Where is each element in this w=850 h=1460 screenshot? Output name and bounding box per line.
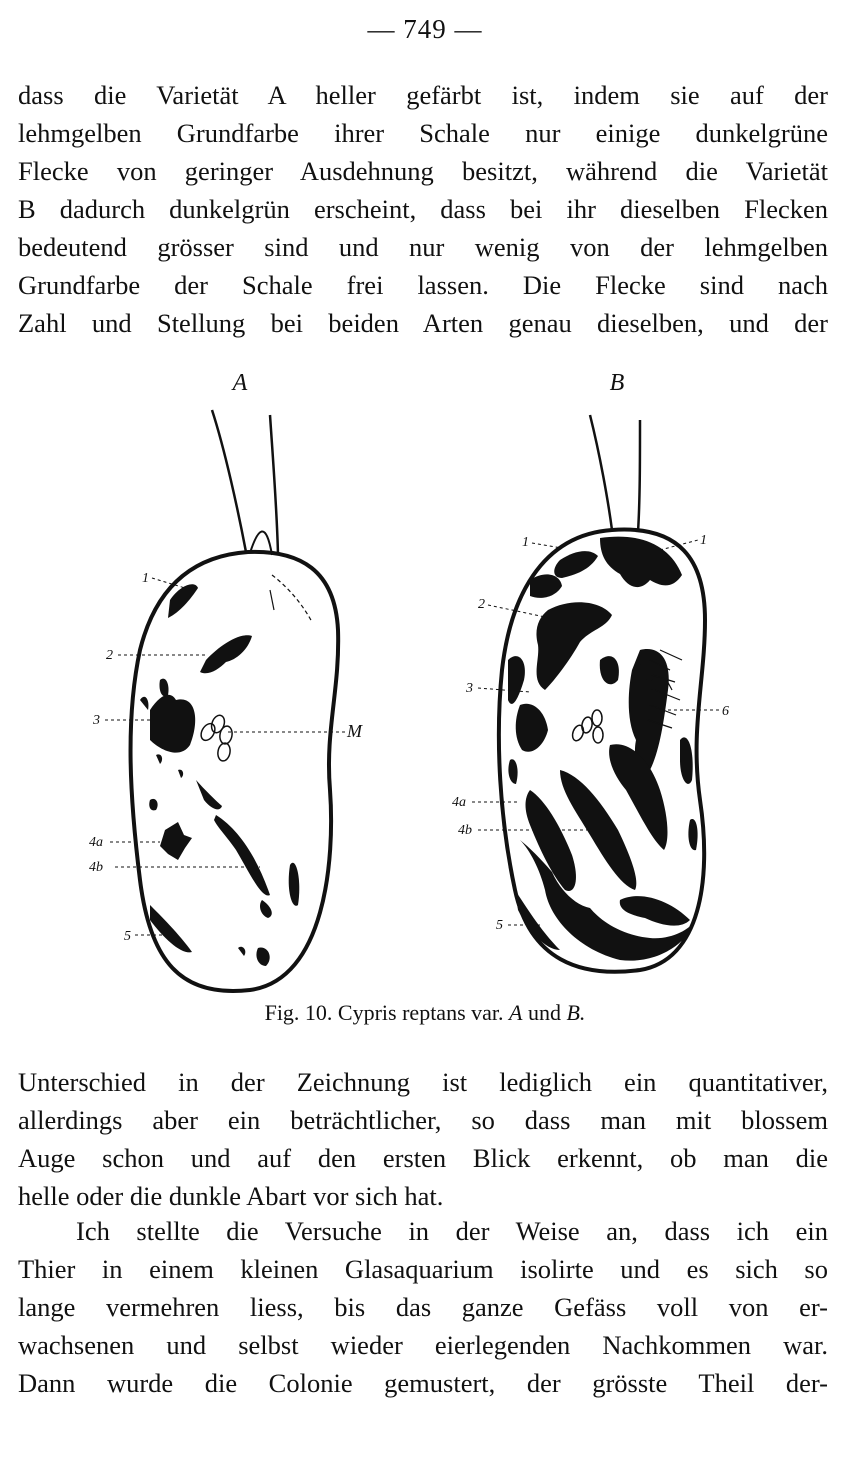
caption-variety-b: B. xyxy=(566,1000,586,1025)
text-line: lehmgelben Grundfarbe ihrer Schale nur einige dunkelgrüne xyxy=(18,118,828,148)
label-5-a: 5 xyxy=(124,929,131,944)
antenna-left xyxy=(212,410,246,552)
text-line: allerdings aber ein beträchtlicher, so dass man mit blossem xyxy=(18,1105,828,1135)
text-line: B dadurch dunkelgrün erscheint, dass bei ihr dieselben Flecken xyxy=(18,194,828,224)
label-3-a: 3 xyxy=(93,713,100,728)
label-3-b: 3 xyxy=(466,681,473,696)
label-4a-b: 4a xyxy=(452,795,466,810)
figure-drawing xyxy=(0,360,850,1000)
caption-conjunction: und xyxy=(527,1000,561,1025)
specimen-b-label: B xyxy=(609,370,625,396)
text-line: wachsenen und selbst wieder eierlegenden Nachkommen war. xyxy=(18,1330,828,1360)
caption-prefix: Fig. 10. Cypris reptans var. xyxy=(264,1000,504,1025)
spots-a xyxy=(140,584,299,966)
paragraph-3 xyxy=(18,1212,828,1402)
text-line: bedeutend grösser sind und nur wenig von der lehmgelben xyxy=(18,232,828,262)
label-4b-a: 4b xyxy=(89,860,103,875)
text-line: Zahl und Stellung bei beiden Arten genau dieselben, und der xyxy=(18,308,828,338)
text-line: dass die Varietät A heller gefärbt ist, indem sie auf der xyxy=(18,80,828,110)
antenna-left xyxy=(590,415,612,530)
label-1-a: 1 xyxy=(142,571,149,586)
text-line: helle oder die dunkle Abart vor sich hat. xyxy=(18,1181,444,1211)
specimen-a xyxy=(89,370,363,991)
text-line: Auge schon und auf den ersten Blick erkennt, ob man die xyxy=(18,1143,828,1173)
label-6-b: 6 xyxy=(722,704,729,719)
paragraph-2 xyxy=(18,1063,828,1215)
text-line: Flecke von geringer Ausdehnung besitzt, während die Varietät xyxy=(18,156,828,186)
figure-cypris xyxy=(0,360,850,1040)
spots-b xyxy=(508,537,698,961)
text-line: Thier in einem kleinen Glasaquarium isolirte und es sich so xyxy=(18,1254,828,1284)
specimen-b xyxy=(452,370,729,972)
label-4b-b: 4b xyxy=(458,823,472,838)
label-4a-a: 4a xyxy=(89,835,103,850)
eye-spots-a xyxy=(198,713,233,761)
antenna-right xyxy=(638,420,640,532)
label-2-b: 2 xyxy=(478,597,485,612)
caption-variety-a: A xyxy=(509,1000,523,1025)
eye-spots-b xyxy=(571,710,603,743)
label-1-b-right: 1 xyxy=(700,533,707,548)
labels-b xyxy=(452,533,729,933)
antenna-right xyxy=(270,415,278,555)
text-line: lange vermehren liess, bis das ganze Gefäss voll von er- xyxy=(18,1292,828,1322)
label-m-a: M xyxy=(347,721,362,741)
text-line: Grundfarbe der Schale frei lassen. Die Flecke sind nach xyxy=(18,270,828,300)
text-line: Unterschied in der Zeichnung ist lediglich ein quantitativer, xyxy=(18,1067,828,1097)
figure-caption xyxy=(0,1000,850,1026)
page-number: — 749 — xyxy=(367,14,483,44)
text-line: Ich stellte die Versuche in der Weise an, dass ich ein xyxy=(76,1216,828,1246)
label-5-b: 5 xyxy=(496,918,503,933)
label-2-a: 2 xyxy=(106,648,113,663)
label-1-b-left: 1 xyxy=(522,535,529,550)
text-line: Dann wurde die Colonie gemustert, der grösste Theil der- xyxy=(18,1368,828,1398)
paragraph-1 xyxy=(18,76,828,342)
specimen-a-label: A xyxy=(232,370,248,396)
